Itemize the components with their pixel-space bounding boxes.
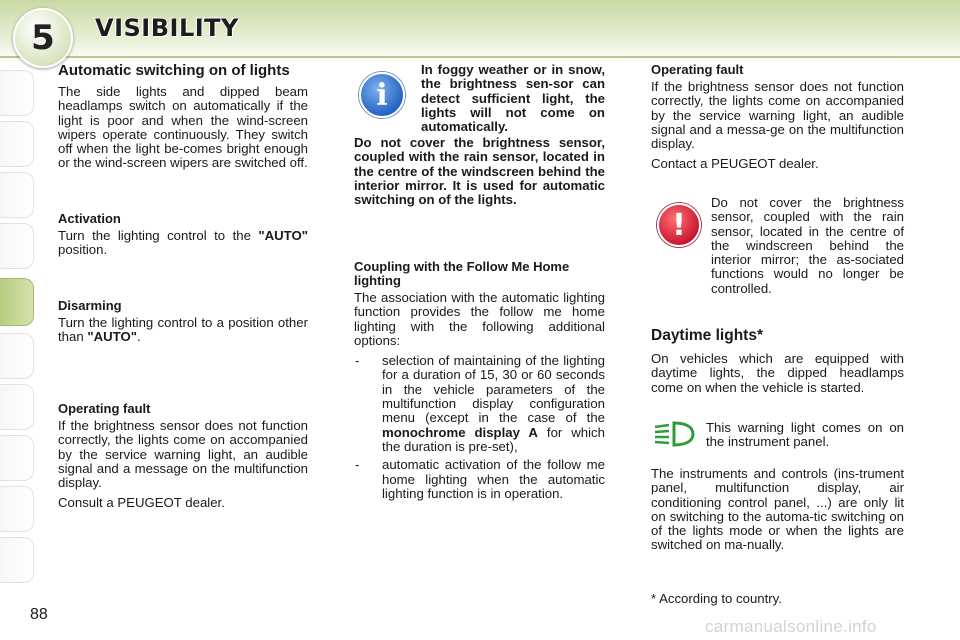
- chapter-title: VISIBILITY: [95, 14, 239, 42]
- warning-icon: !: [657, 203, 701, 247]
- disarming-title: Disarming: [58, 298, 122, 313]
- list-item: [354, 354, 605, 454]
- daytime-lights-title: Daytime lights*: [651, 327, 763, 344]
- follow-me-home-title: Coupling with the Follow Me Home lighting: [354, 259, 570, 288]
- follow-me-home-intro: The association with the automatic lighting function provides the follow me home lighting with the following additional options:: [354, 290, 605, 348]
- warning-light-text: This warning light comes on on the instrument panel.: [706, 420, 904, 450]
- sensor-caution-note: [711, 196, 904, 302]
- auto-lighting-title: Automatic switching on of lights: [58, 62, 290, 79]
- info-note: [421, 63, 605, 140]
- activation-text-start: Turn the lighting control to the: [58, 228, 251, 243]
- sensor-warning: [354, 136, 605, 213]
- chapter-tab-10[interactable]: [0, 537, 34, 583]
- operating-fault-section-left: [58, 402, 308, 517]
- header-divider: [0, 56, 960, 58]
- operating-fault-title: Operating fault: [58, 401, 151, 416]
- chapter-tab-3[interactable]: [0, 172, 34, 218]
- operating-fault-section-right: [651, 63, 904, 178]
- chapter-tab-5-active[interactable]: [0, 278, 34, 326]
- chapter-tab-2[interactable]: [0, 121, 34, 167]
- warning-light-note: [706, 421, 904, 456]
- auto-lighting-text: The side lights and dipped beam headlamps switch on automatically if the light is poor and when the wind-screen wipers operate continuously. They switch off when the light be-comes bright enough or the wind-screen wipers are switched off.: [58, 84, 308, 171]
- sensor-caution-text: Do not cover the brightness sensor, coupled with the rain sensor, located in the centre of the windscreen behind the interior mirror; the as-sociated functions would no longer be controlled.: [711, 195, 904, 296]
- chapter-tab-4[interactable]: [0, 223, 34, 269]
- chapter-tab-7[interactable]: [0, 384, 34, 430]
- option1-text-end: for which the duration is pre-set),: [382, 424, 605, 454]
- info-icon: i: [359, 72, 405, 118]
- chapter-tab-9[interactable]: [0, 486, 34, 532]
- dealer-contact-text: Contact a PEUGEOT dealer.: [651, 156, 819, 172]
- disarming-text-start: Turn the lighting control to a position other than: [58, 315, 308, 345]
- activation-section: [58, 212, 308, 264]
- disarming-text-end: .: [136, 329, 141, 345]
- activation-text: [58, 229, 308, 258]
- info-note-text: In foggy weather or in snow, the brightness sen-sor can detect sufficient light, the lights will not come on automatically.: [421, 62, 605, 135]
- footnote-text: * According to country.: [651, 591, 782, 606]
- operating-fault-text: If the brightness sensor does not function correctly, the lights come on accompanied by the service warning light, an audible signal and a message on the multifunction display.: [58, 418, 308, 491]
- column-left: [58, 63, 308, 177]
- daytime-lights-icon: [652, 420, 696, 448]
- follow-me-home-section: [354, 260, 605, 505]
- chapter-number-badge: 5: [13, 8, 73, 68]
- auto-label: "AUTO": [258, 228, 308, 243]
- instruments-lighting-section: [651, 467, 904, 559]
- activation-title: Activation: [58, 211, 121, 226]
- option1-text-start: selection of maintaining of the lighting for a duration of 15, 30 or 60 seconds in the vehicle parameters of the multifunction display configuration menu (except in the case of the: [382, 353, 605, 426]
- daytime-lights-text: On vehicles which are equipped with daytime lights, the dipped headlamps come on when the vehicle is started.: [651, 351, 904, 395]
- disarming-text: [58, 316, 308, 345]
- operating-fault-title: Operating fault: [651, 62, 744, 77]
- chapter-tabs: [0, 70, 36, 580]
- activation-text-end: position.: [58, 242, 108, 258]
- list-item: - automatic activation of the follow me home lighting when the automatic lighting function is in operation.: [354, 458, 605, 501]
- footnote: [651, 592, 904, 612]
- auto-label: "AUTO": [87, 329, 137, 345]
- sensor-warning-text: Do not cover the brightness sensor, coupled with the rain sensor, located in the centre of the windscreen behind the interior mirror. It is used for automatic switching on of the lights.: [354, 135, 605, 208]
- monochrome-display-label: monochrome display A: [382, 424, 538, 440]
- chapter-tab-6[interactable]: [0, 333, 34, 379]
- follow-me-home-options: [354, 354, 605, 501]
- operating-fault-text: If the brightness sensor does not function correctly, the lights come on accompanied by the service warning light, an audible signal and a messa-ge on the multifunction display.: [651, 79, 904, 152]
- dealer-contact-text: Consult a PEUGEOT dealer.: [58, 495, 225, 511]
- disarming-section: [58, 299, 308, 351]
- watermark: carmanualsonline.info: [705, 617, 877, 636]
- chapter-tab-1[interactable]: [0, 70, 34, 116]
- chapter-tab-8[interactable]: [0, 435, 34, 481]
- page-number: 88: [30, 606, 48, 623]
- instruments-lighting-text: The instruments and controls (ins-trument panel, multifunction display, air conditioning control panel, ...) are only lit on switching to the automa-tic switching on of the lights mode or when the lights are switched on ma-nually.: [651, 466, 904, 553]
- daytime-lights-section: [651, 328, 904, 401]
